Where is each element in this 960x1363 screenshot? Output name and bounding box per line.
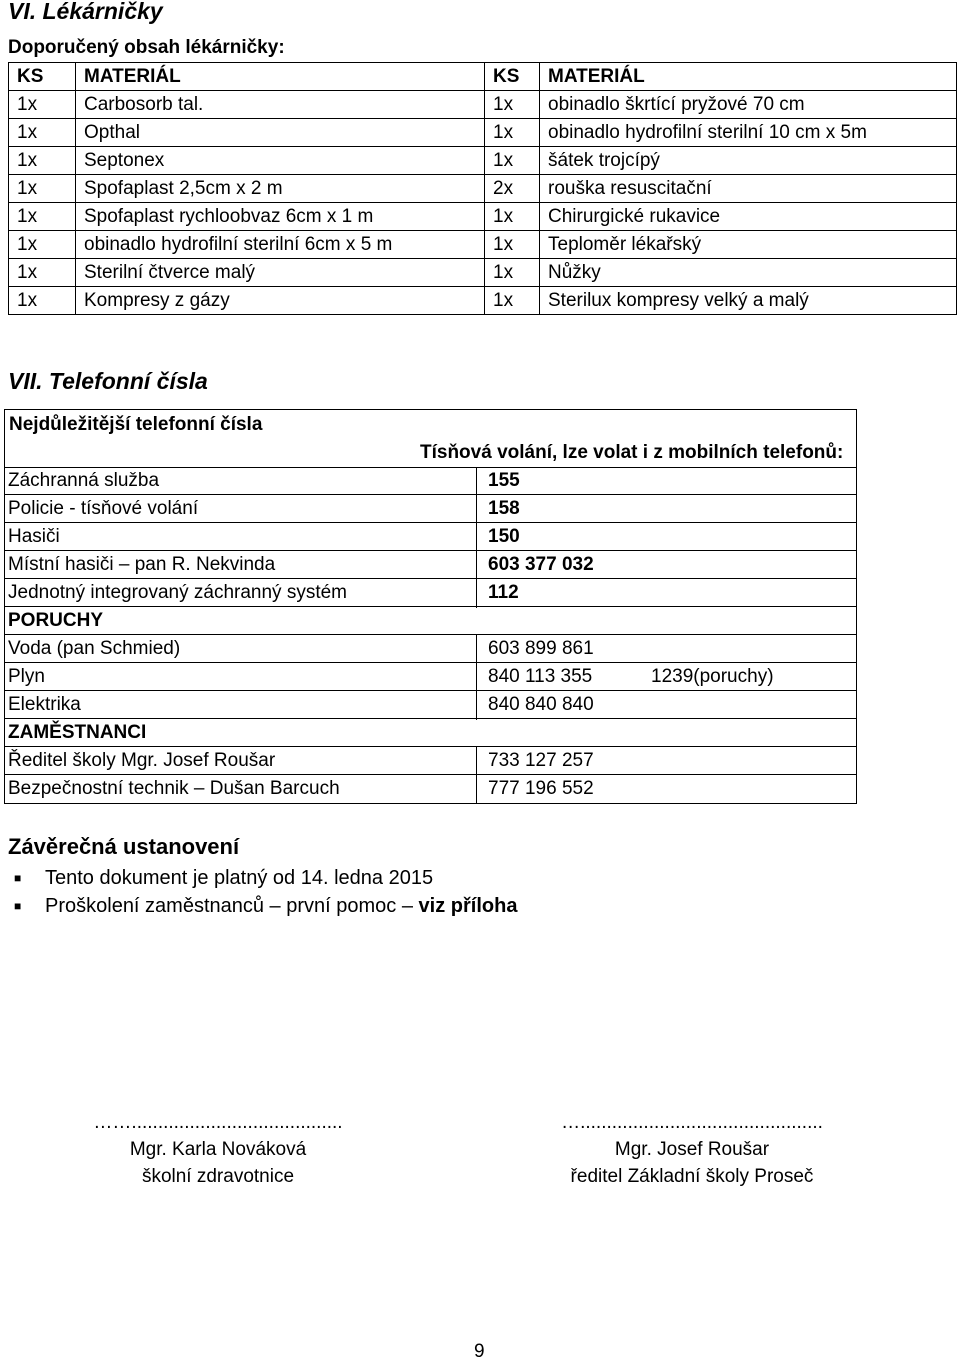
material-cell: obinadlo škrtící pryžové 70 cm [540, 91, 957, 119]
contact-number: 150 [488, 526, 520, 547]
signatory-role: školní zdravotnice [141, 1166, 295, 1187]
contact-number: 158 [488, 498, 520, 519]
contact-number: 603 899 861 [488, 638, 594, 659]
fault-row [4, 635, 857, 663]
qty-cell: 1x [9, 203, 76, 231]
contact-name: Elektrika [8, 694, 81, 715]
qty-cell: 1x [9, 287, 76, 315]
header-qty-1: KS [9, 63, 76, 91]
signature-block-director [532, 1109, 852, 1190]
table-row [9, 147, 957, 175]
material-cell: Teploměr lékařský [540, 231, 957, 259]
contact-name: Policie - tísňové volání [8, 498, 199, 519]
material-cell: rouška resuscitační [540, 175, 957, 203]
material-cell: Sterilux kompresy velký a malý [540, 287, 957, 315]
material-cell: Carbosorb tal. [76, 91, 485, 119]
emergency-row [4, 495, 857, 523]
contact-extra-number: 1239(poruchy) [651, 666, 774, 687]
first-aid-kit-table [8, 62, 957, 315]
fault-row [4, 663, 857, 691]
final-provisions-title: Závěrečná ustanovení [8, 834, 240, 859]
material-cell: Opthal [76, 119, 485, 147]
material-cell: obinadlo hydrofilní sterilní 6cm x 5 m [76, 231, 485, 259]
qty-cell: 1x [485, 203, 540, 231]
material-cell: Nůžky [540, 259, 957, 287]
square-bullet-icon: ■ [14, 899, 22, 913]
signature-line: ……........................................ [93, 1112, 343, 1133]
final-item-1: Tento dokument je platný od 14. ledna 2015 [45, 867, 434, 889]
material-cell: Spofaplast 2,5cm x 2 m [76, 175, 485, 203]
contact-number: 733 127 257 [488, 750, 594, 771]
contact-name: Voda (pan Schmied) [8, 638, 181, 659]
table-header-row [9, 63, 957, 91]
contact-number: 840 113 355 [488, 666, 593, 687]
contact-name: Záchranná služba [8, 470, 160, 491]
material-cell: Kompresy z gázy [76, 287, 485, 315]
final-item-2-text: Proškolení zaměstnanců – první pomoc – [45, 895, 419, 917]
contact-name: Ředitel školy Mgr. Josef Roušar [8, 750, 276, 771]
emergency-row [4, 523, 857, 551]
contact-number: 840 840 840 [488, 694, 594, 715]
contact-name: Bezpečnostní technik – Dušan Barcuch [8, 778, 340, 799]
qty-cell: 1x [485, 259, 540, 287]
square-bullet-icon: ■ [14, 871, 22, 885]
signatory-name: Mgr. Karla Nováková [129, 1139, 307, 1160]
qty-cell: 1x [9, 231, 76, 259]
faults-heading-row [4, 607, 857, 635]
table-row [9, 203, 957, 231]
material-cell: Spofaplast rychloobvaz 6cm x 1 m [76, 203, 485, 231]
final-item-2 [45, 892, 517, 920]
phone-box-title: Nejdůležitější telefonní čísla [9, 414, 263, 435]
staff-heading-row [4, 719, 857, 747]
qty-cell: 1x [9, 175, 76, 203]
contact-name: Místní hasiči – pan R. Nekvinda [8, 554, 276, 575]
header-material-1: MATERIÁL [76, 63, 485, 91]
staff-row [4, 775, 857, 803]
contact-name: Plyn [8, 666, 45, 687]
qty-cell: 2x [485, 175, 540, 203]
signatory-role: ředitel Základní školy Proseč [570, 1166, 814, 1187]
contact-number: 603 377 032 [488, 554, 594, 575]
signature-block-nurse [58, 1109, 378, 1190]
emergency-row [4, 551, 857, 579]
header-qty-2: KS [485, 63, 540, 91]
material-cell: Chirurgické rukavice [540, 203, 957, 231]
contact-number: 777 196 552 [488, 778, 594, 799]
table-row [9, 259, 957, 287]
contact-number: 112 [488, 582, 519, 603]
section-6-title: VI. Lékárničky [8, 0, 163, 24]
contact-name: Jednotný integrovaný záchranný systém [8, 582, 348, 603]
signature-line: ….............................................. [561, 1112, 823, 1133]
header-material-2: MATERIÁL [540, 63, 957, 91]
page-number: 9 [474, 1341, 485, 1362]
material-cell: Septonex [76, 147, 485, 175]
emergency-note: Tísňová volání, lze volat i z mobilních telefonů: [420, 442, 844, 463]
fault-row [4, 691, 857, 719]
kit-subtitle: Doporučený obsah lékárničky: [8, 37, 285, 58]
table-row [9, 91, 957, 119]
faults-title: PORUCHY [8, 610, 104, 631]
signatory-name: Mgr. Josef Roušar [614, 1139, 770, 1160]
contact-number: 155 [488, 470, 520, 491]
qty-cell: 1x [485, 287, 540, 315]
material-cell: Sterilní čtverce malý [76, 259, 485, 287]
table-row [9, 231, 957, 259]
material-cell: šátek trojcípý [540, 147, 957, 175]
qty-cell: 1x [9, 91, 76, 119]
section-7-title: VII. Telefonní čísla [8, 368, 208, 394]
qty-cell: 1x [9, 147, 76, 175]
staff-title: ZAMĚSTNANCI [8, 722, 147, 743]
qty-cell: 1x [485, 119, 540, 147]
attachment-reference: viz příloha [418, 895, 518, 917]
qty-cell: 1x [485, 231, 540, 259]
table-row [9, 175, 957, 203]
staff-row [4, 747, 857, 775]
emergency-row [4, 579, 857, 607]
table-row [9, 287, 957, 315]
emergency-row [4, 467, 857, 495]
qty-cell: 1x [485, 147, 540, 175]
material-cell: obinadlo hydrofilní sterilní 10 cm x 5m [540, 119, 957, 147]
table-row [9, 119, 957, 147]
qty-cell: 1x [485, 91, 540, 119]
qty-cell: 1x [9, 259, 76, 287]
contact-name: Hasiči [8, 526, 60, 547]
qty-cell: 1x [9, 119, 76, 147]
